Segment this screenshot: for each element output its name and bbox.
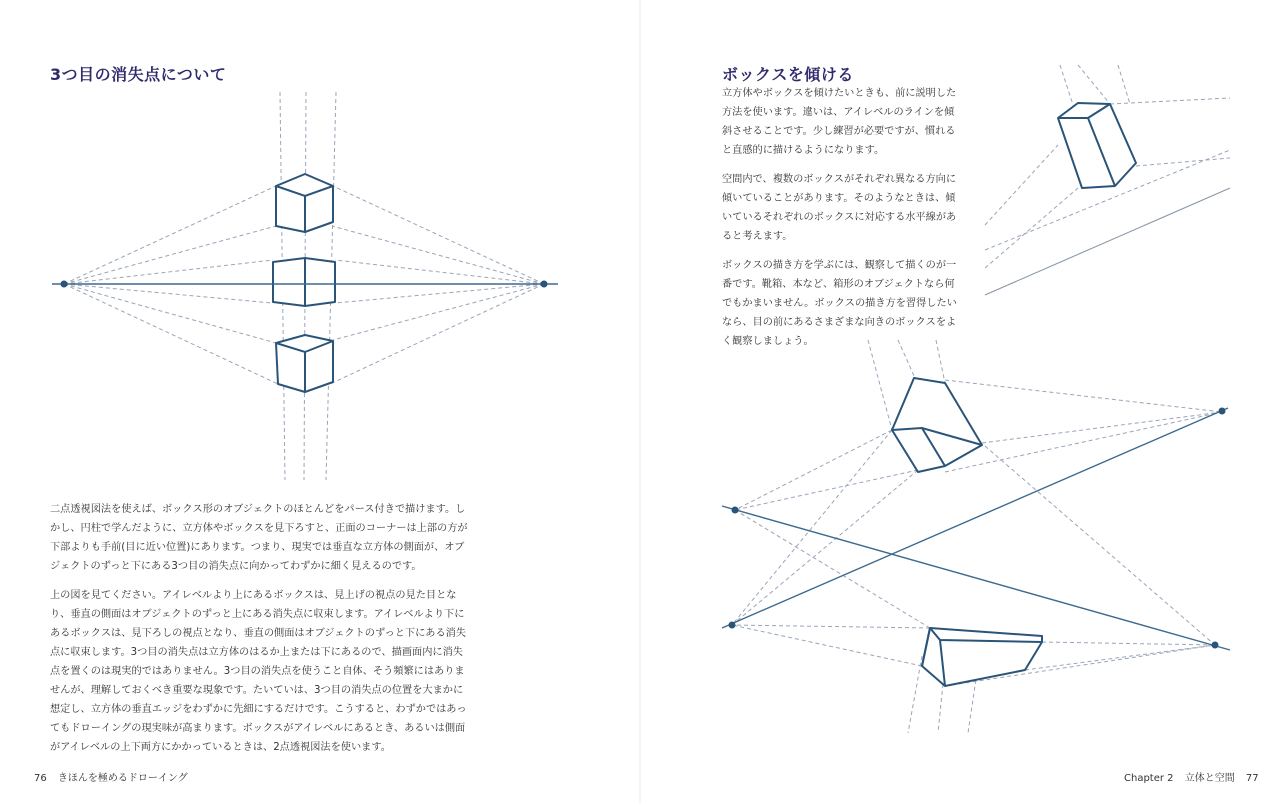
vanishing-point-right [541, 281, 548, 288]
box-outline [922, 628, 1042, 686]
box-at-eye-level [273, 258, 335, 306]
guide-line [735, 430, 892, 510]
guide-line [982, 412, 1222, 443]
vanishing-point [1212, 642, 1219, 649]
guide-line [64, 284, 276, 343]
right-heading: ボックスを傾ける [722, 65, 854, 84]
guide-line [64, 226, 276, 284]
guide-line [945, 380, 1222, 412]
chapter-title: 立体と空間 [1184, 773, 1235, 784]
guide-line [898, 340, 915, 378]
guide-line [64, 284, 272, 303]
guide-line [1025, 645, 1215, 670]
box-below-eye-level [276, 335, 333, 392]
book-title: きほんを極めるドローイング [57, 773, 188, 784]
paragraph: ボックスの描き方を学ぶには、観察して描くのが一番です。靴箱、本など、箱形のオブジェクトなら何でもかまいません。ボックスの描き方を習得したいなら、目の前にあるさまざまな向きのボックスをよく観察しましょう。 [722, 260, 957, 347]
paragraph: 立方体やボックスを傾けたいときも、前に説明した方法を使います。違いは、アイレベルのラインを傾斜させることです。少し練習が必要ですが、慣れると直感的に描けるようになります。 [722, 88, 957, 156]
guide-line [335, 260, 544, 284]
box-above-eye-level [276, 174, 333, 232]
guide-line [732, 625, 922, 666]
left-body [50, 500, 472, 767]
left-heading: 3つ目の消失点について [50, 65, 227, 84]
guide-line [936, 340, 945, 383]
guide-line [333, 284, 544, 340]
paragraph: 二点透視図法を使えば、ボックス形のオブジェクトのほとんどをパース付きで描けます。しかし、円柱で学んだように、立方体やボックスを見下ろすと、正面のコーナーは上部の方が下部よりも手前(目に近い位置)にあります。つまり、現実では垂直な立方体の側面が、オブジェクトのずっと下にある3つ目の消失点に向かってわずかに細く見えるのです。 [50, 504, 468, 572]
vanishing-point [732, 507, 739, 514]
paragraph: 空間内で、複数のボックスがそれぞれ異なる方向に傾いていることがあります。そのようなときは、傾いているそれぞれのボックスに対応する水平線があると考えます。 [722, 174, 957, 242]
guide-line [908, 656, 922, 733]
page-number: 76 [34, 773, 47, 784]
guide-line [335, 284, 544, 303]
guide-line [330, 284, 544, 384]
chapter-label: Chapter 2 [1124, 773, 1174, 784]
guide-line [945, 412, 1222, 472]
vanishing-point [729, 622, 736, 629]
tilted-box-upper [892, 378, 982, 472]
vanishing-point [1219, 408, 1226, 415]
guide-line [985, 446, 1215, 645]
guide-line [64, 284, 278, 384]
right-folio [1124, 769, 1259, 784]
guide-line [868, 340, 892, 430]
guide-line [732, 430, 892, 625]
guide-line [64, 260, 273, 284]
tilted-horizon-line-b [722, 506, 1230, 650]
paragraph: 上の図を見てください。アイレベルより上にあるボックスは、見上げの視点の見た目となり、垂直の側面はオブジェクトのずっと上にある消失点に収束します。アイレベルより下にあるボックスは、見下ろしの視点となり、垂直の側面はオブジェクトのずっと下にある消失点に収束します。3つ目の消失点は立方体のはるか上または下にあるので、描画面内に消失点を置くのは現実的ではありません。3つ目の消失点を使うこと自体、そう頻繁にはありませんが、理解しておくべき重要な現象です。たいていは、3つ目の消失点の位置を大まかに想定し、立方体の垂直エッジをわずかに先細にするだけです。こうすると、わずかではあってもドローイングの現実味が高まります。ボックスがアイレベルにあるとき、あるいは側面がアイレベルの上下両方にかかっているときは、2点透視図法を使います。 [50, 590, 467, 753]
box-outline [892, 378, 982, 472]
guide-line [732, 625, 930, 628]
tilted-box-lower [922, 628, 1042, 686]
guide-line [64, 186, 276, 284]
page-number: 77 [1245, 773, 1259, 784]
vanishing-point-left [61, 281, 68, 288]
tilted-boxes-large-diagram [640, 0, 1280, 803]
guide-line [938, 684, 943, 733]
guide-line [332, 226, 544, 284]
guide-line [735, 470, 918, 510]
guide-line [1042, 642, 1215, 645]
guide-line [732, 470, 918, 625]
three-point-perspective-diagram [0, 0, 640, 500]
left-folio [34, 769, 196, 784]
right-page [640, 0, 1280, 803]
